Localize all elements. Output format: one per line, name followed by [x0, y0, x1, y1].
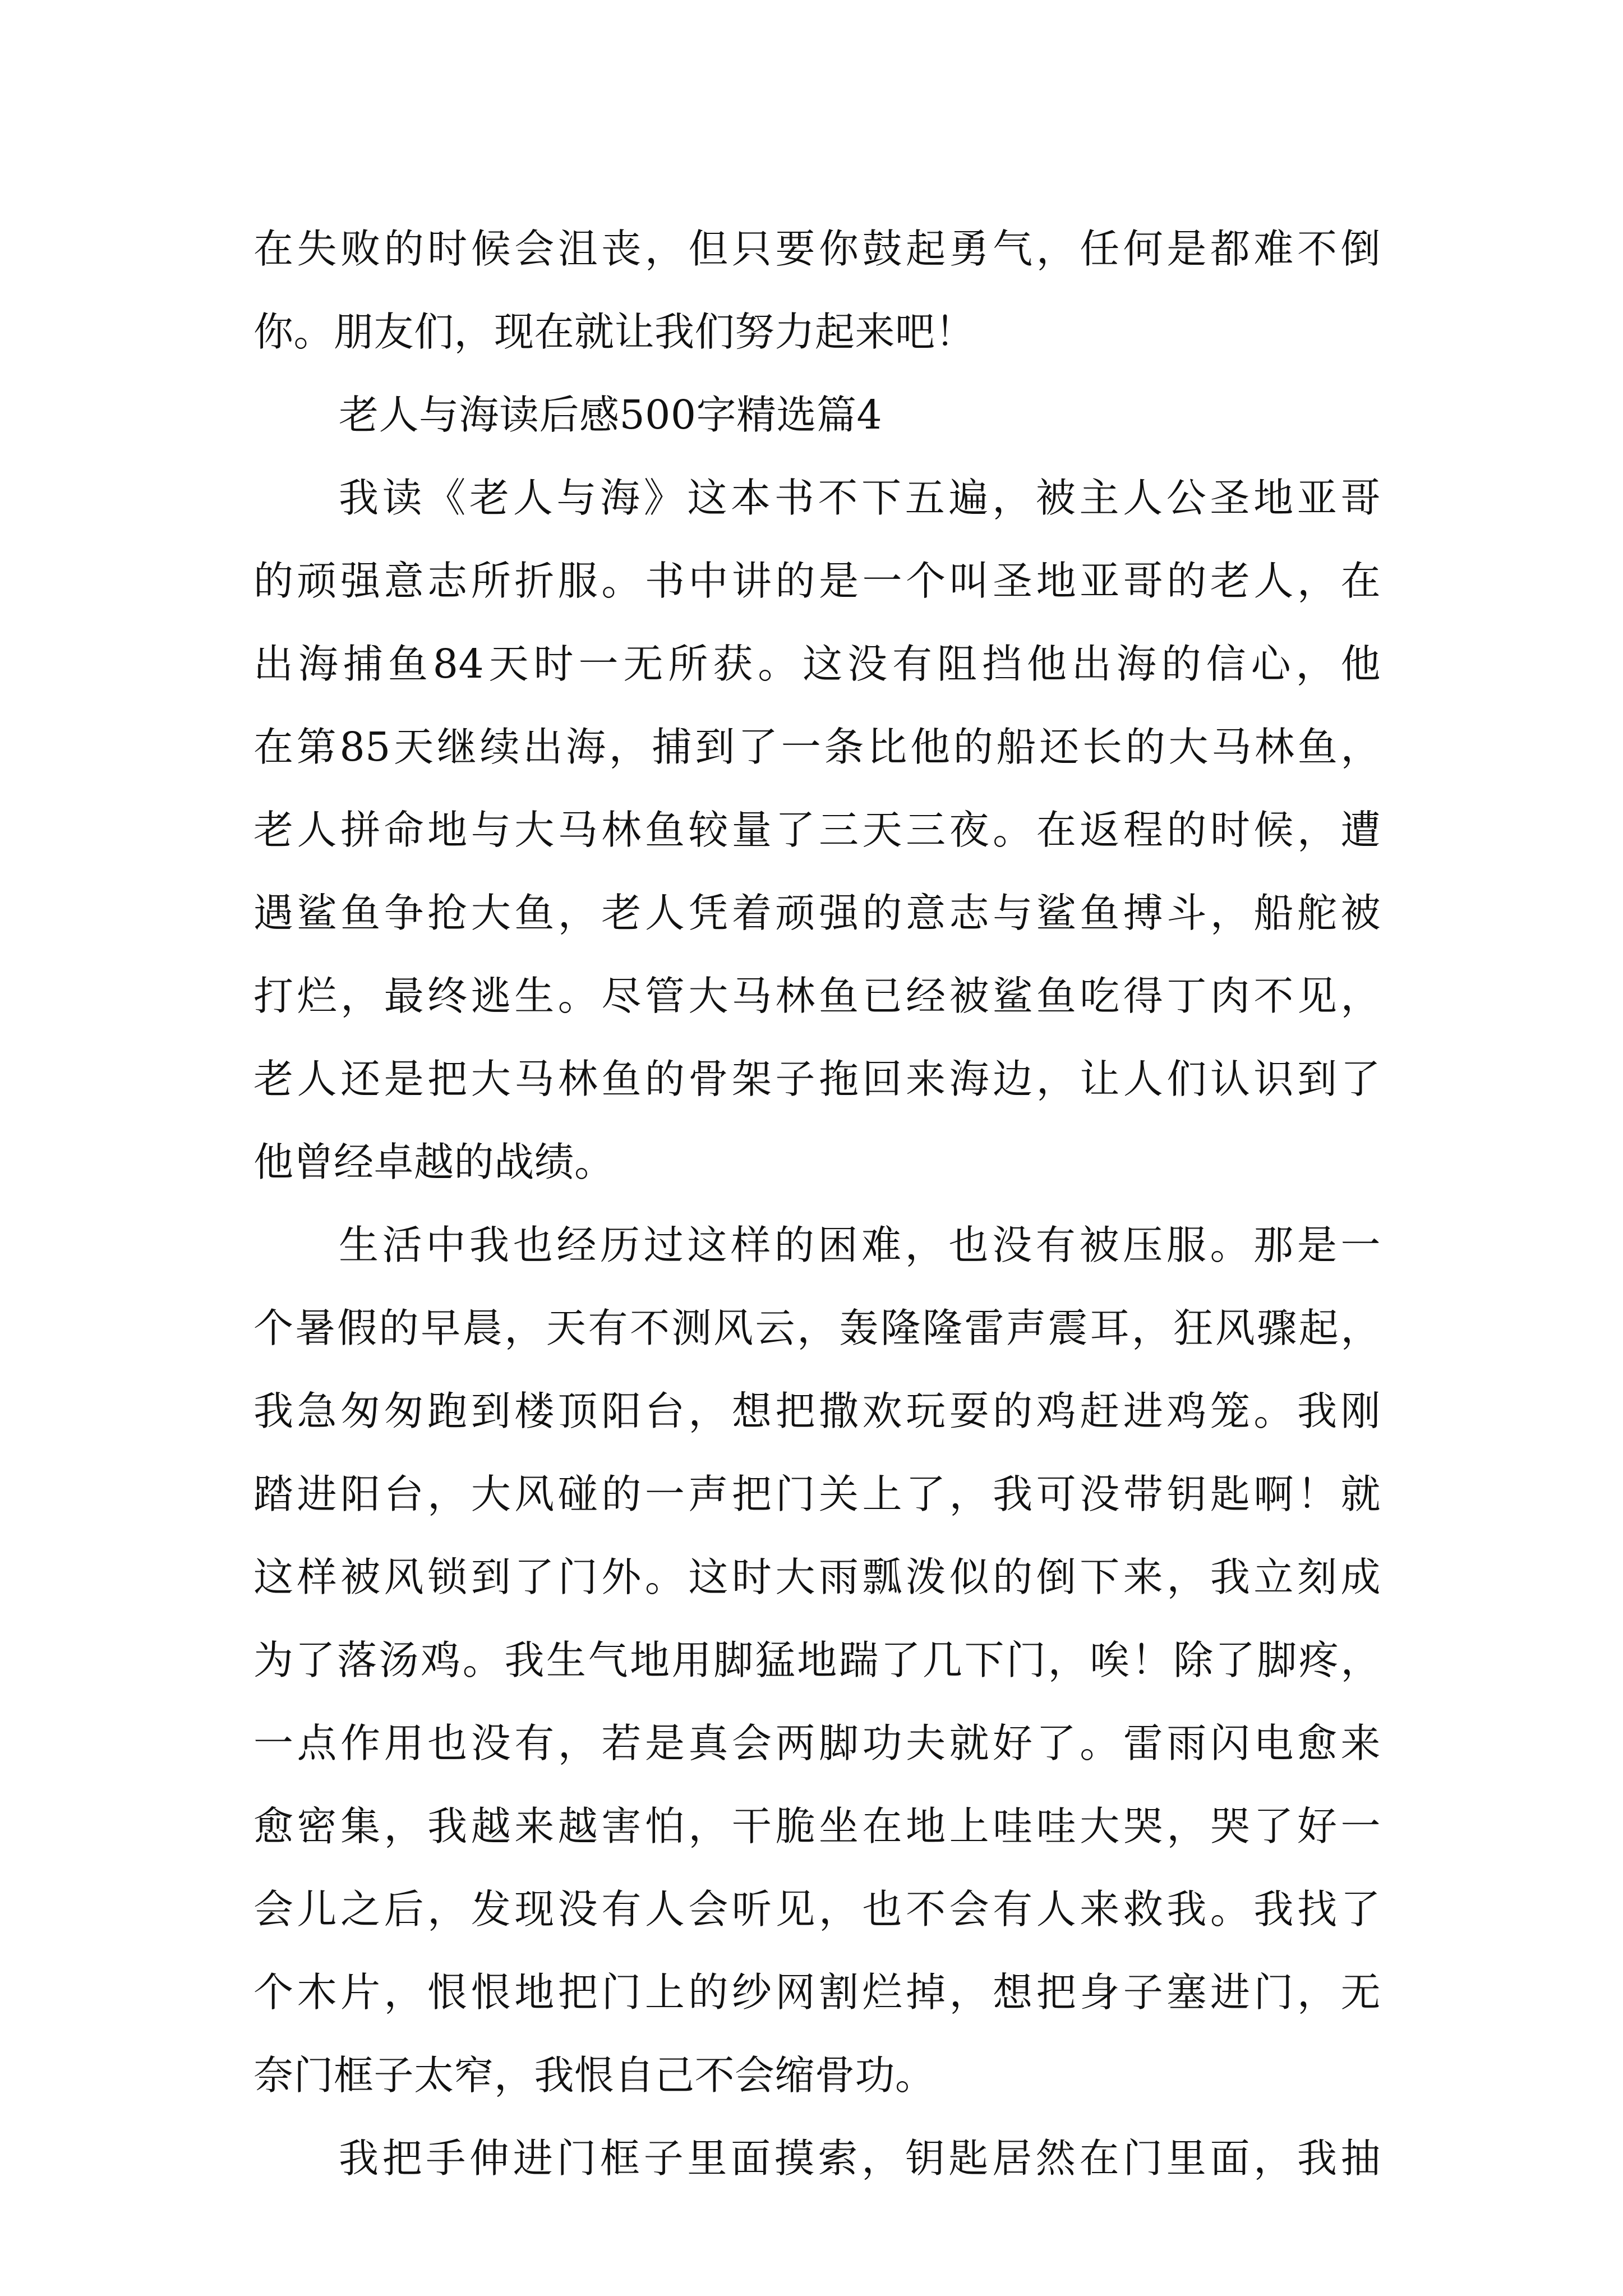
paragraph-line: 踏进阳台，大风碰的一声把门关上了，我可没带钥匙啊！就 — [253, 1471, 1381, 1517]
paragraph-line: 奈门框子太窄，我恨自己不会缩骨功。 — [253, 2052, 935, 2099]
paragraph-line: 一点作用也没有，若是真会两脚功夫就好了。雷雨闪电愈来 — [253, 1720, 1381, 1766]
section-title: 老人与海读后感500字精选篇4 — [339, 392, 883, 438]
paragraph-line: 我把手伸进门框子里面摸索，钥匙居然在门里面，我抽 — [339, 2135, 1381, 2182]
document-body — [253, 208, 1381, 2200]
paragraph-line: 我急匆匆跑到楼顶阳台，想把撒欢玩耍的鸡赶进鸡笼。我刚 — [253, 1388, 1381, 1434]
paragraph-line: 他曾经卓越的战绩。 — [253, 1139, 615, 1185]
paragraph-line: 愈密集，我越来越害怕，干脆坐在地上哇哇大哭，哭了好一 — [253, 1803, 1381, 1849]
paragraph-line: 遇鲨鱼争抢大鱼，老人凭着顽强的意志与鲨鱼搏斗，船舵被 — [253, 890, 1381, 936]
paragraph-line: 生活中我也经历过这样的困难，也没有被压服。那是一 — [339, 1222, 1381, 1268]
paragraph-line: 老人还是把大马林鱼的骨架子拖回来海边，让人们认识到了 — [253, 1056, 1381, 1102]
text-line: 你。朋友们，现在就让我们努力起来吧！ — [253, 309, 976, 355]
paragraph-line: 我读《老人与海》这本书不下五遍，被主人公圣地亚哥 — [339, 475, 1381, 521]
paragraph-line: 个木片，恨恨地把门上的纱网割烂掉，想把身子塞进门，无 — [253, 1969, 1381, 2016]
text-line: 在失败的时候会沮丧，但只要你鼓起勇气，任何是都难不倒 — [253, 226, 1381, 272]
paragraph-line: 会儿之后，发现没有人会听见，也不会有人来救我。我找了 — [253, 1886, 1381, 1932]
paragraph-line: 个暑假的早晨，天有不测风云，轰隆隆雷声震耳，狂风骤起， — [253, 1305, 1381, 1351]
paragraph-line: 打烂，最终逃生。尽管大马林鱼已经被鲨鱼吃得丁肉不见， — [253, 973, 1381, 1019]
paragraph-line: 这样被风锁到了门外。这时大雨瓢泼似的倒下来，我立刻成 — [253, 1554, 1381, 1600]
paragraph-line: 为了落汤鸡。我生气地用脚猛地踹了几下门，唉！除了脚疼， — [253, 1637, 1381, 1683]
paragraph-line: 老人拼命地与大马林鱼较量了三天三夜。在返程的时候，遭 — [253, 807, 1381, 853]
paragraph-line: 出海捕鱼84天时一无所获。这没有阻挡他出海的信心，他 — [253, 641, 1381, 687]
paragraph-line: 在第85天继续出海，捕到了一条比他的船还长的大马林鱼， — [253, 724, 1381, 770]
paragraph-line: 的顽强意志所折服。书中讲的是一个叫圣地亚哥的老人，在 — [253, 558, 1381, 604]
